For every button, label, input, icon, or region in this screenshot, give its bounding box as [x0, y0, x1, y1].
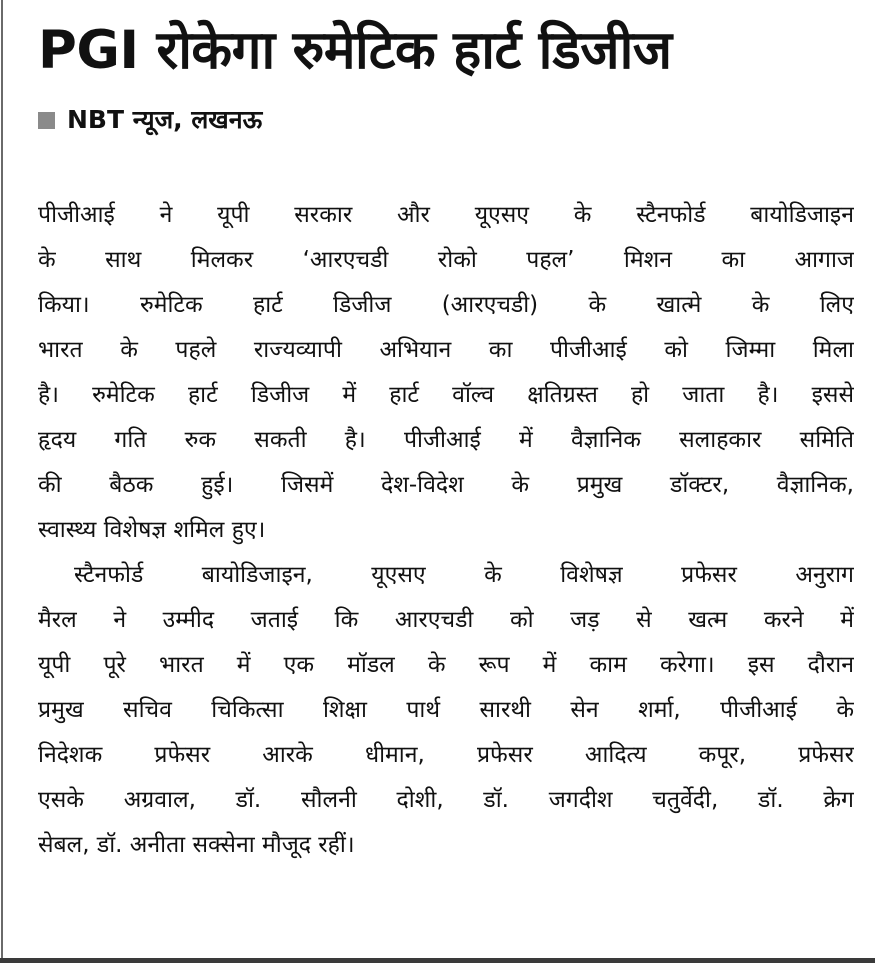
- article-line: मैरल ने उम्मीद जताई कि आरएचडी को जड़ से खत्म करने में: [38, 607, 854, 633]
- article-line: स्टैनफोर्ड बायोडिजाइन, यूएसए के विशेषज्ञ प्रफेसर अनुराग: [74, 562, 854, 588]
- article-line: यूपी पूरे भारत में एक मॉडल के रूप में काम करेगा। इस दौरान: [38, 652, 854, 678]
- headline: PGI रोकेगा रुमेटिक हार्ट डिजीज: [38, 20, 672, 81]
- article-line: है। रुमेटिक हार्ट डिजीज में हार्ट वॉल्व क्षतिग्रस्त हो जाता है। इससे: [38, 382, 854, 408]
- article-body: [38, 193, 854, 868]
- article-line: प्रमुख सचिव चिकित्सा शिक्षा पार्थ सारथी सेन शर्मा, पीजीआई के: [38, 697, 854, 723]
- byline-text: NBT न्यूज, लखनऊ: [67, 105, 263, 134]
- article-line: की बैठक हुई। जिसमें देश-विदेश के प्रमुख डॉक्टर, वैज्ञानिक,: [38, 472, 854, 498]
- byline-square-bullet-icon: [38, 112, 55, 129]
- byline: [38, 104, 262, 136]
- article-line: भारत के पहले राज्यव्यापी अभियान का पीजीआई को जिम्मा मिला: [38, 337, 854, 363]
- paragraph-1: [38, 193, 854, 553]
- article-line: के साथ मिलकर ‘आरएचडी रोको पहल’ मिशन का आगाज: [38, 247, 854, 273]
- article-line: हृदय गति रुक सकती है। पीजीआई में वैज्ञानिक सलाहकार समिति: [38, 427, 854, 453]
- left-column-rule: [1, 0, 3, 958]
- article-line: किया। रुमेटिक हार्ट डिजीज (आरएचडी) के खात्मे के लिए: [38, 292, 854, 318]
- article-line: स्वास्थ्य विशेषज्ञ शमिल हुए।: [38, 517, 266, 543]
- article-line: एसके अग्रवाल, डॉ. सौलनी दोशी, डॉ. जगदीश चतुर्वेदी, डॉ. क्रेग: [38, 787, 854, 813]
- bottom-rule: [0, 958, 875, 963]
- article-line: सेबल, डॉ. अनीता सक्सेना मौजूद रहीं।: [38, 832, 355, 858]
- paragraph-2: [38, 553, 854, 868]
- article-line: पीजीआई ने यूपी सरकार और यूएसए के स्टैनफोर्ड बायोडिजाइन: [38, 202, 854, 228]
- article-line: निदेशक प्रफेसर आरके धीमान, प्रफेसर आदित्य कपूर, प्रफेसर: [38, 742, 854, 768]
